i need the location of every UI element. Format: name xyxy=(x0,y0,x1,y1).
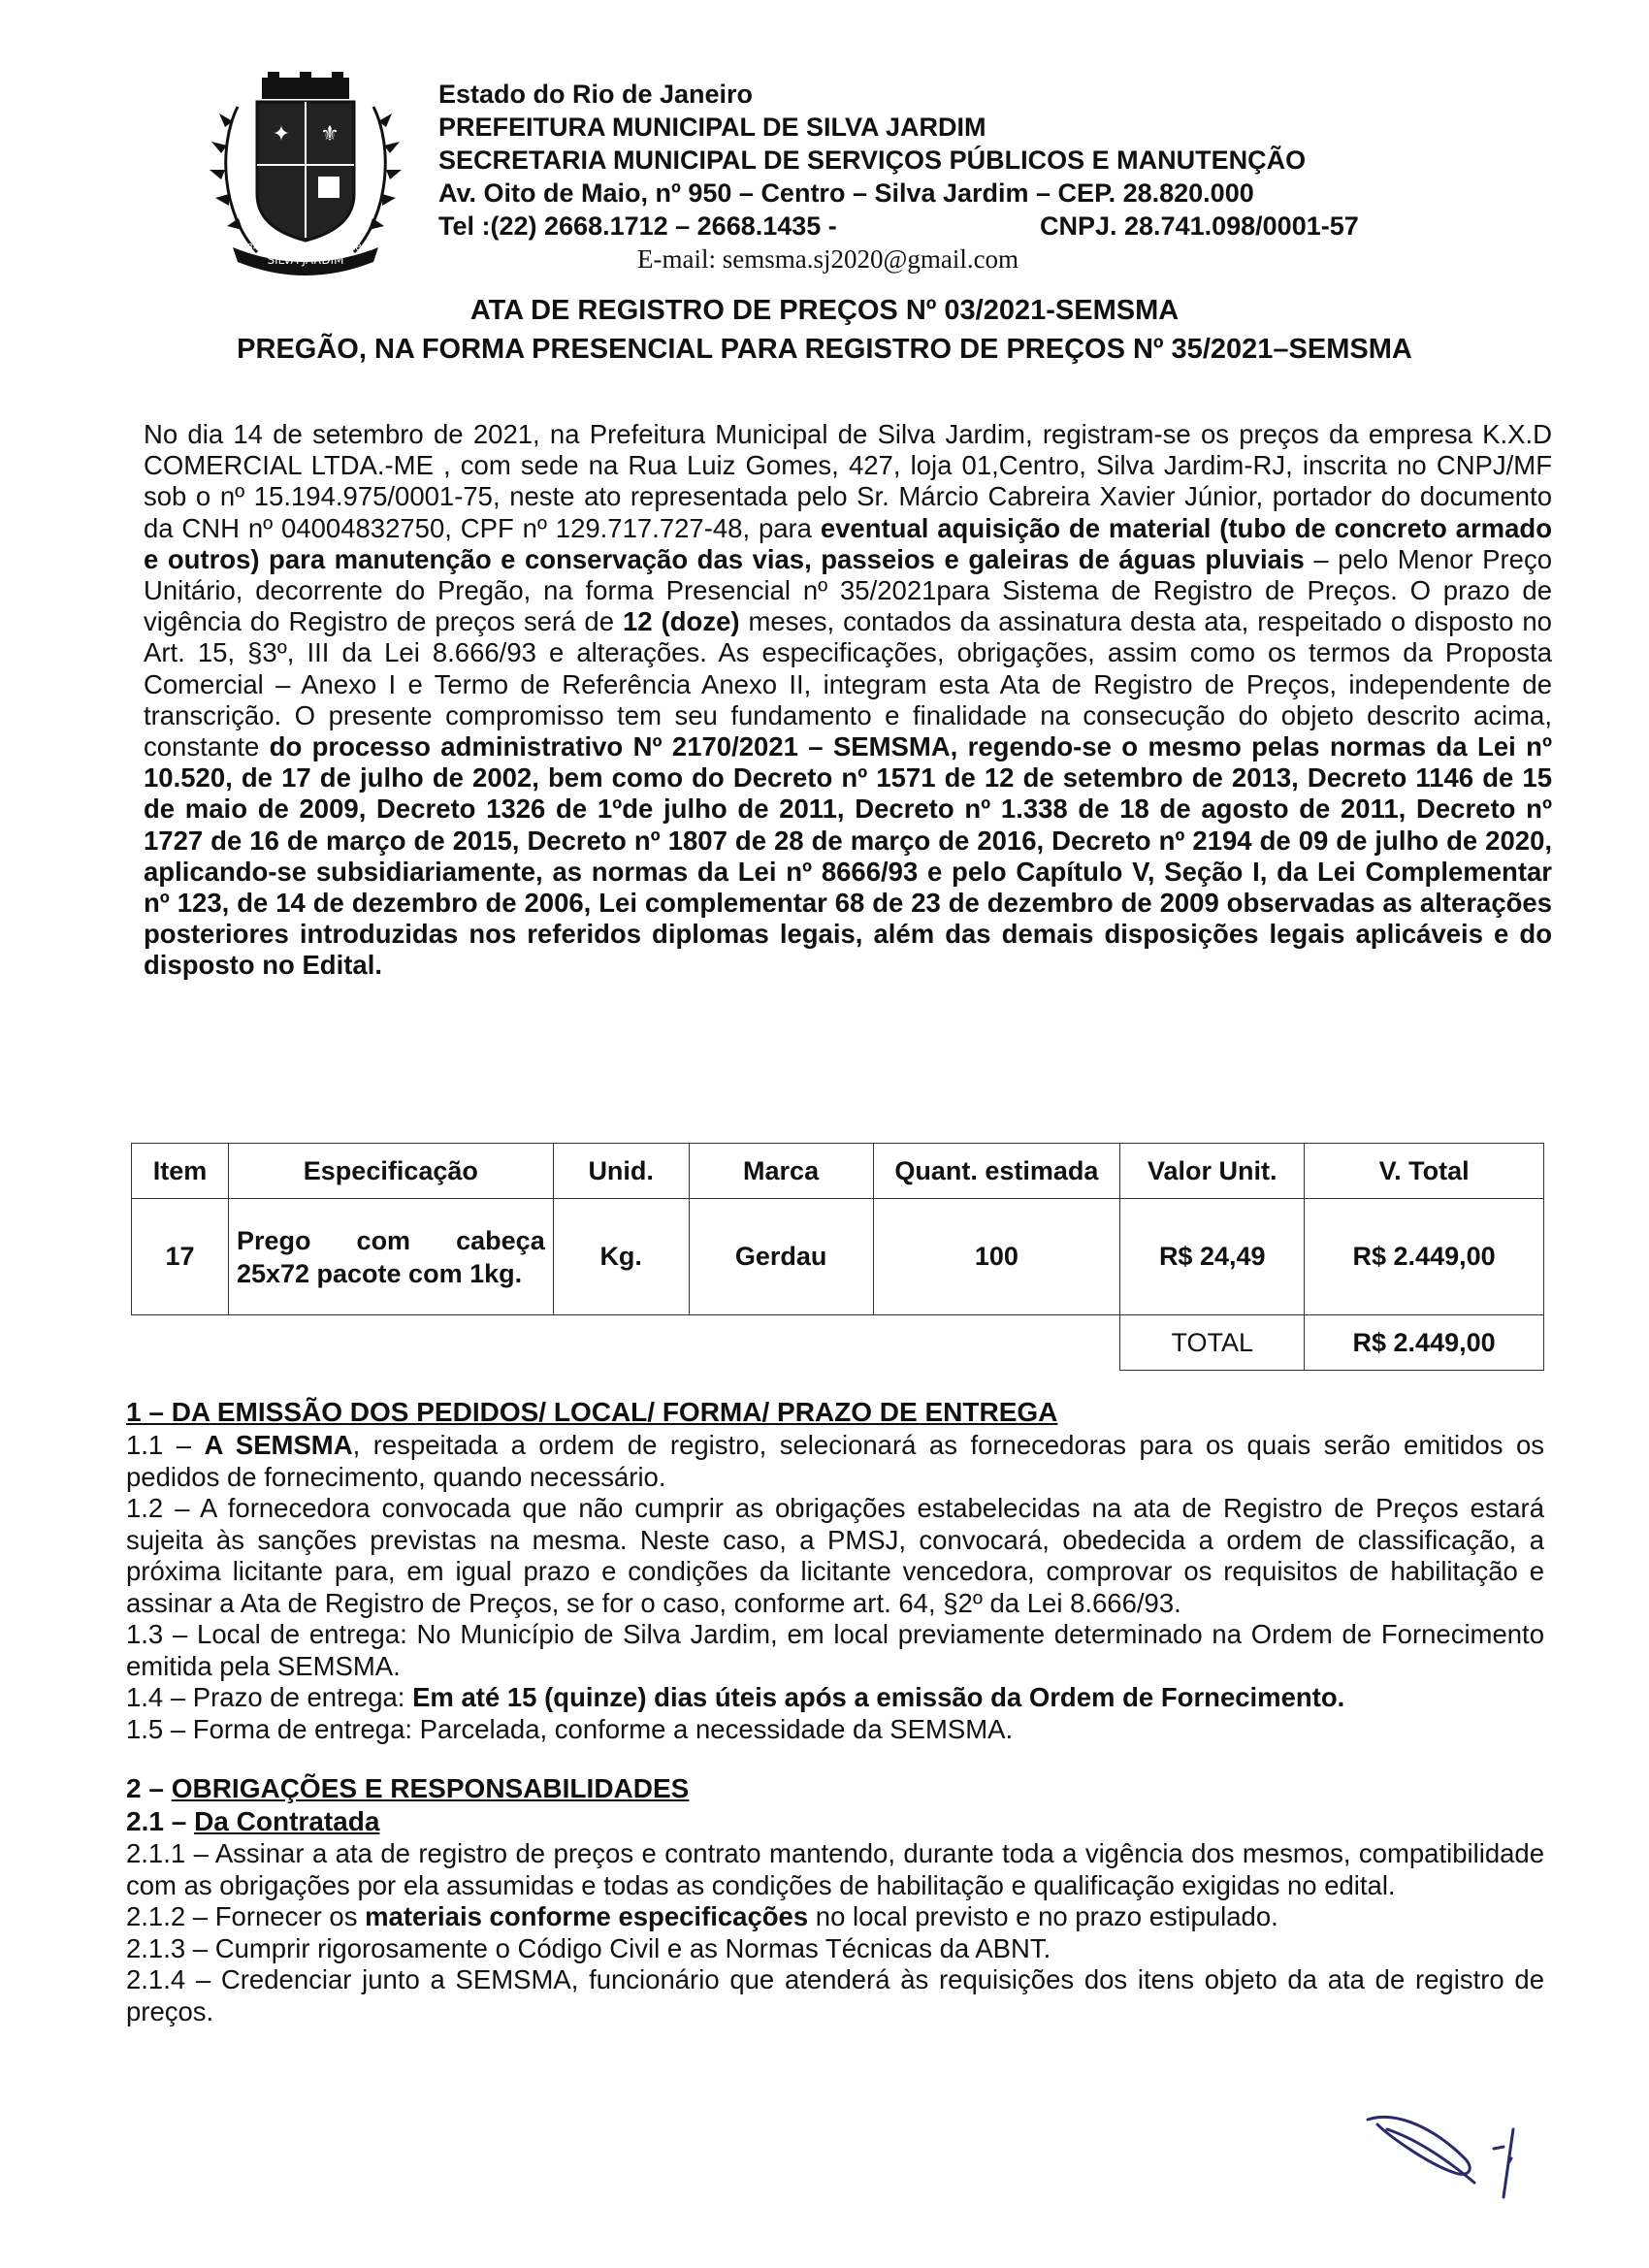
section-2-number: 2 – xyxy=(126,1773,172,1803)
intro-bold-1: eventual aquisição de material (tubo de concreto armado e outros) para manutenção e conservação das vias, passeios e galeiras de águas pluviais xyxy=(144,512,1552,574)
clause-1-4 xyxy=(126,1682,1544,1714)
document-title xyxy=(146,291,1504,369)
cell-v-total: R$ 2.449,00 xyxy=(1305,1199,1544,1315)
municipal-crest-logo xyxy=(204,68,407,276)
header-especificacao: Especificação xyxy=(228,1144,553,1199)
cell-quant: 100 xyxy=(873,1199,1120,1315)
svg-text:1841: 1841 xyxy=(241,243,266,253)
table-header-row xyxy=(132,1144,1544,1199)
header-v-total: V. Total xyxy=(1305,1144,1544,1199)
header-prefeitura: PREFEITURA MUNICIPAL DE SILVA JARDIM xyxy=(438,113,986,142)
header-item: Item xyxy=(132,1144,229,1199)
header-marca: Marca xyxy=(689,1144,873,1199)
price-table xyxy=(131,1143,1544,1371)
table-row xyxy=(132,1199,1544,1315)
intro-text-1: No dia 14 de setembro de 2021, na Prefeitura Municipal de Silva Jardim, registram-se os preços da empresa K.X.D COMERCIAL LTDA.-ME , com sede na Rua Luiz Gomes, 427, loja 01,Centro, Silva Jardim-RJ, inscrita no CNPJ/MF sob o nº 15.194.975/0001-75, neste ato representada pelo Sr. Márcio Cabreira Xavier Júnior, portador do documento da CNH nº 04004832750, CPF nº 129.717.727-48, para xyxy=(144,419,1552,543)
title-line-2: PREGÃO, NA FORMA PRESENCIAL PARA REGISTRO DE PREÇOS Nº 35/2021–SEMSMA xyxy=(237,334,1412,365)
clause-1-3: 1.3 – Local de entrega: No Município de Silva Jardim, em local previamente determinado na Ordem de Fornecimento emitida pela SEMSMA. xyxy=(126,1619,1544,1681)
intro-bold-2: 12 (doze) xyxy=(623,606,740,637)
section-2-title xyxy=(126,1772,1544,1805)
intro-text-3: meses, contados da assinatura desta ata, respeitado o disposto no Art. 15, §3º, III da Lei 8.666/93 e alterações. As especificações, obrigações, assim como os termos da Proposta Comercial – Anexo I e Termo de Referência Anexo II, integram esta Ata de Registro de Preços, independente de transcrição. O presente compromisso tem seu fundamento e finalidade na consecução do objeto descrito acima, constante xyxy=(144,606,1552,762)
section-2-heading: OBRIGAÇÕES E RESPONSABILIDADES xyxy=(171,1773,690,1803)
letterhead xyxy=(438,78,1408,275)
subsection-2-1-title xyxy=(126,1805,1544,1838)
cell-marca: Gerdau xyxy=(689,1199,873,1315)
clauses xyxy=(126,1395,1544,2027)
section-gap xyxy=(126,1745,1544,1772)
cell-valor-unit: R$ 24,49 xyxy=(1120,1199,1305,1315)
total-spacer xyxy=(132,1315,1120,1371)
svg-text:⚜: ⚜ xyxy=(320,122,340,146)
cell-spec: Prego com cabeça 25x72 pacote com 1kg. xyxy=(228,1199,553,1315)
total-label: TOTAL xyxy=(1120,1315,1305,1371)
cell-item: 17 xyxy=(132,1199,229,1315)
total-value: R$ 2.449,00 xyxy=(1305,1315,1544,1371)
clause-1-1 xyxy=(126,1430,1544,1493)
header-cnpj: CNPJ. 28.741.098/0001-57 xyxy=(1040,211,1359,241)
clause-1-1-number: 1.1 – xyxy=(126,1430,205,1460)
svg-text:1890: 1890 xyxy=(349,243,374,253)
clause-2-1-1: 2.1.1 – Assinar a ata de registro de preços e contrato mantendo, durante toda a vigência dos mesmos, compatibilidade com as obrigações por ela assumidas e todas as condições de habilitação e qualificação exigidas no edital. xyxy=(126,1838,1544,1900)
header-email: E-mail: semsma.sj2020@gmail.com xyxy=(637,244,1019,274)
header-secretaria: SECRETARIA MUNICIPAL DE SERVIÇOS PÚBLICOS E MANUTENÇÃO xyxy=(438,146,1307,175)
header-valor-unit: Valor Unit. xyxy=(1120,1144,1305,1199)
section-1-title: 1 – DA EMISSÃO DOS PEDIDOS/ LOCAL/ FORMA/ PRAZO DE ENTREGA xyxy=(126,1397,1058,1427)
clause-1-5: 1.5 – Forma de entrega: Parcelada, conforme a necessidade da SEMSMA. xyxy=(126,1713,1014,1744)
clause-1-2: 1.2 – A fornecedora convocada que não cumprir as obrigações estabelecidas na ata de Registro de Preços estará sujeita às sanções previstas na mesma. Neste caso, a PMSJ, convocará, obedecida a ordem de classificação, a próxima licitante para, em igual prazo e condições da licitante vencedora, comprovar os requisitos de habilitação e assinar a Ata de Registro de Preços, se for o caso, conforme art. 64, §2º da Lei 8.666/93. xyxy=(126,1493,1544,1618)
header-tel: Tel :(22) 2668.1712 – 2668.1435 - xyxy=(438,211,837,241)
intro-bold-3: do processo administrativo Nº 2170/2021 – SEMSMA, regendo-se o mesmo pelas normas da Lei nº 10.520, de 17 de julho de 2002, bem como do Decreto nº 1571 de 12 de setembro de 2013, Decreto 1146 de 15 de maio de 2009, Decreto 1326 de 1ºde julho de 2011, Decreto nº 1.338 de 18 de agosto de 2011, Decreto nº 1727 de 16 de março de 2015, Decreto nº 1807 de 28 de março de 2016, Decreto nº 2194 de 09 de julho de 2020, aplicando-se subsidiariamente, as normas da Lei nº 8666/93 e pelo Capítulo V, Seção I, da Lei Complementar nº 123, de 14 de dezembro de 2006, Lei complementar 68 de 23 de dezembro de 2009 observadas as alterações posteriores introduzidas nos referidos diplomas legais, além das demais disposições legais aplicáveis e do disposto no Edital. xyxy=(144,731,1552,981)
handwritten-signature xyxy=(1358,2090,1533,2207)
clause-2-1-2-bold: materiais conforme especificações xyxy=(365,1901,809,1931)
clause-2-1-2-rest: no local previsto e no prazo estipulado. xyxy=(808,1901,1278,1931)
header-contact-row xyxy=(438,210,1408,243)
header-state: Estado do Rio de Janeiro xyxy=(438,80,754,109)
clause-2-1-2 xyxy=(126,1901,1544,1933)
svg-text:SILVA JARDIM: SILVA JARDIM xyxy=(267,253,344,267)
svg-text:✦: ✦ xyxy=(272,122,291,146)
clause-1-4-text: 1.4 – Prazo de entrega: xyxy=(126,1682,413,1712)
header-address: Av. Oito de Maio, nº 950 – Centro – Silva Jardim – CEP. 28.820.000 xyxy=(438,178,1254,208)
clause-1-1-bold: A SEMSMA xyxy=(204,1430,353,1460)
clause-2-1-2-text: 2.1.2 – Fornecer os xyxy=(126,1901,366,1931)
subsection-2-1-number: 2.1 – xyxy=(126,1806,195,1836)
intro-text-2: – pelo Menor Preço Unitário, decorrente do Pregão, na forma Presencial nº 35/2021para Sistema de Registro de Preços. O prazo de vigência do Registro de preços será de xyxy=(144,543,1552,637)
title-line-1: ATA DE REGISTRO DE PREÇOS Nº 03/2021-SEMSMA xyxy=(469,295,1180,326)
clause-2-1-3: 2.1.3 – Cumprir rigorosamente o Código Civil e as Normas Técnicas da ABNT. xyxy=(126,1932,1051,1963)
clause-1-4-bold: Em até 15 (quinze) dias úteis após a emissão da Ordem de Fornecimento. xyxy=(412,1682,1345,1712)
clause-1-1-text: , respeitada a ordem de registro, selecionará as fornecedoras para os quais serão emitidos os pedidos de fornecimento, quando necessário. xyxy=(126,1430,1544,1492)
intro-paragraph xyxy=(144,419,1552,982)
clause-2-1-4: 2.1.4 – Credenciar junto a SEMSMA, funcionário que atenderá às requisições dos itens objeto da ata de registro de preços. xyxy=(126,1964,1544,2026)
header-unid: Unid. xyxy=(553,1144,689,1199)
header-quant: Quant. estimada xyxy=(873,1144,1120,1199)
subsection-2-1-heading: Da Contratada xyxy=(194,1806,380,1836)
table-total-row xyxy=(132,1315,1544,1371)
cell-unid: Kg. xyxy=(553,1199,689,1315)
